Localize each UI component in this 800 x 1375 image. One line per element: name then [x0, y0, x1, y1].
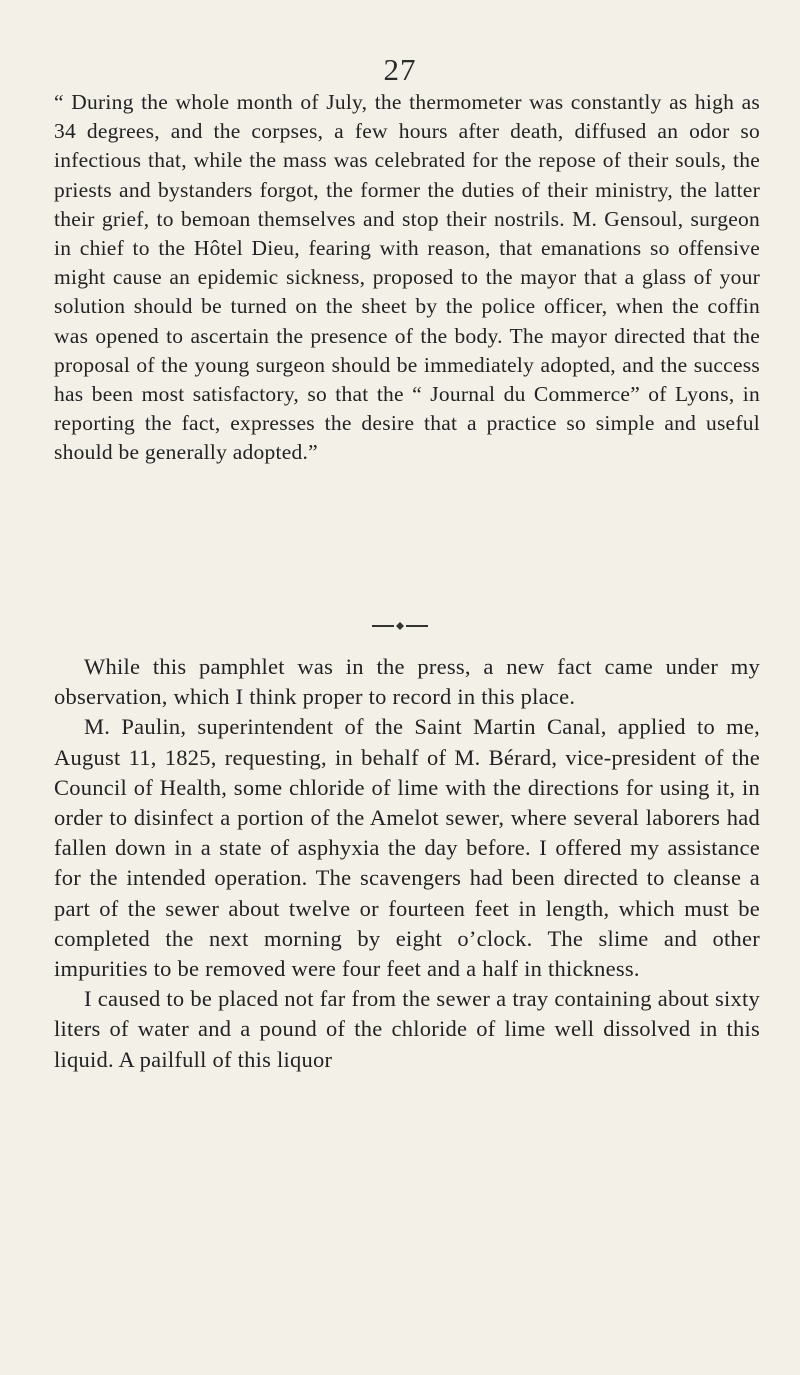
page-number: 27	[383, 52, 417, 87]
main-passage	[54, 652, 760, 1075]
divider-ornament-icon	[370, 621, 430, 631]
paragraph-tray: I caused to be placed not far from the sewer a tray containing about sixty liters of water and a pound of the chloride of lime well dissolved in this liquid. A pailfull of this liquor	[54, 986, 760, 1072]
paragraph-paulin: M. Paulin, superintendent of the Saint Martin Canal, applied to me, August 11, 1825, requesting, in behalf of M. Bérard, vice-president of the Council of Health, some chloride of lime with the directions for using it, in order to disinfect a portion of the Amelot sewer, where several laborers had fallen down in a state of asphyxia the day before. I offered my assistance for the intended operation. The scavengers had been directed to cleanse a part of the sewer about twelve or fourteen feet in length, which must be completed the next morning by eight o’clock. The slime and other impurities to be removed were four feet and a half in thickness.	[54, 714, 760, 982]
quoted-passage	[54, 88, 760, 468]
paragraph-quote: “ During the whole month of July, the thermometer was constantly as high as 34 degrees, and the corpses, a few hours after death, diffused an odor so infectious that, while the mass was celebrated for the repose of their souls, the priests and bystanders forgot, the former the duties of their ministry, the latter their grief, to bemoan themselves and stop their nostrils. M. Gensoul, surgeon in chief to the Hôtel Dieu, fearing with reason, that emanations so offensive might cause an epidemic sickness, proposed to the mayor that a glass of your solution should be turned on the sheet by the police officer, when the coffin was opened to ascertain the presence of the body. The mayor directed that the proposal of the young surgeon should be immediately adopted, and the success has been most satisfactory, so that the “ Journal du Commerce” of Lyons, in reporting the fact, expresses the desire that a practice so simple and useful should be generally adopted.”	[54, 90, 760, 465]
section-divider-ornament	[0, 618, 800, 636]
paragraph-pamphlet: While this pamphlet was in the press, a new fact came under my observation, which I think proper to record in this place.	[54, 654, 760, 710]
